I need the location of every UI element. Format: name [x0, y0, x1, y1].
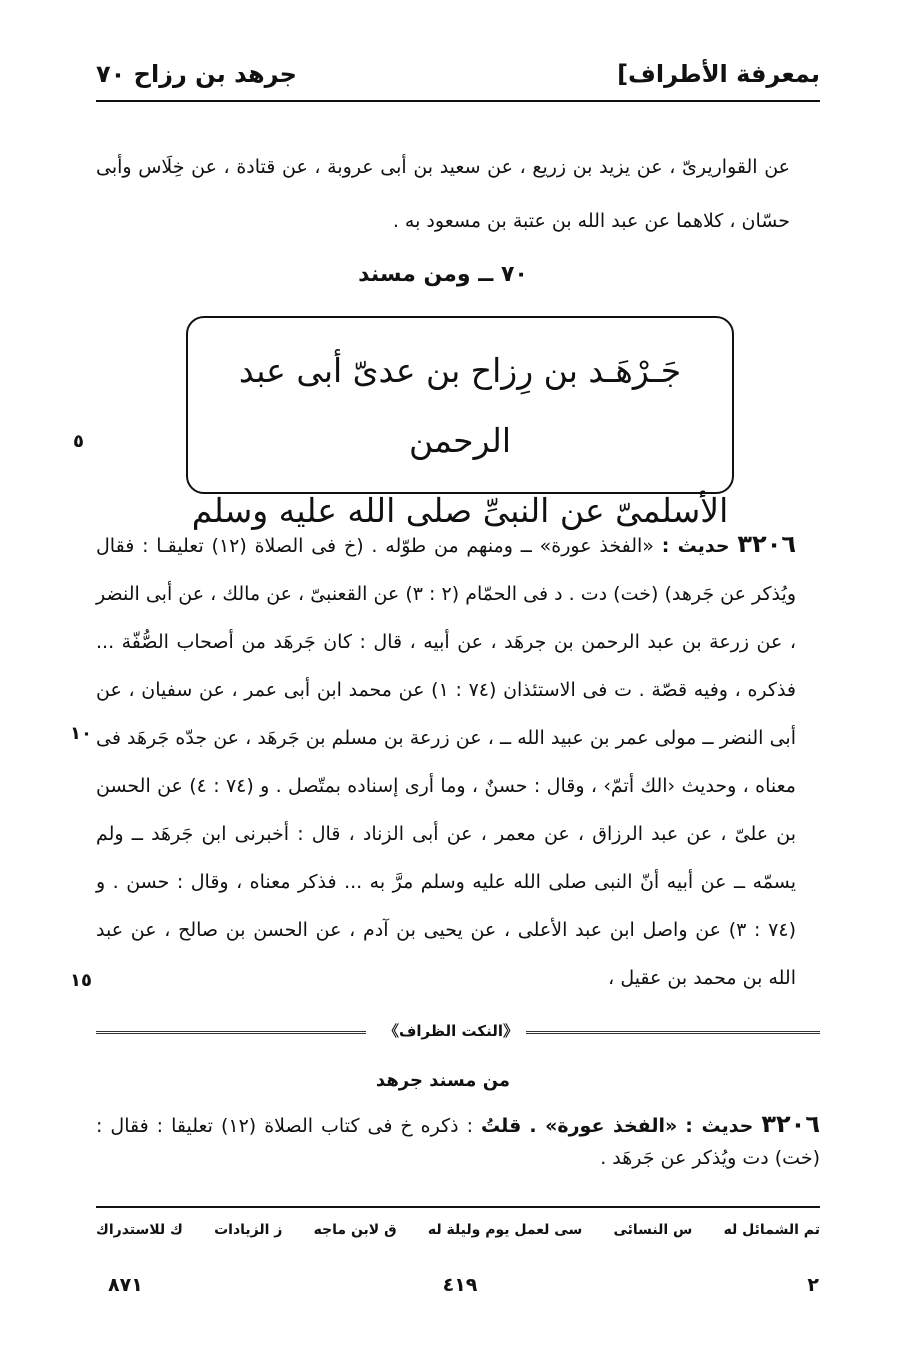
header-section-title: جرهد بن رزاح ٧٠: [96, 60, 297, 88]
musnad-name-box: [186, 316, 734, 530]
box-line-1: جَـرْهَـد بن رِزاح بن عدىّ أبى عبد الرحمن: [238, 351, 682, 460]
hadith-entry: [96, 520, 796, 1002]
divider-label: 《النكت الظراف》: [383, 1022, 518, 1040]
nukat-number: ٣٢٠٦: [761, 1110, 820, 1138]
margin-line-number-15: ١٥: [70, 970, 92, 991]
nukat-qult: قلتُ: [481, 1115, 522, 1137]
abbr-item: سى لعمل يوم وليلة له: [427, 1222, 583, 1238]
abbr-item: س النسائى: [613, 1222, 693, 1238]
nukat-subtitle: من مسند جرهد: [375, 1070, 511, 1091]
hadith-label: حديث :: [661, 535, 730, 557]
hadith-number: ٣٢٠٦: [737, 530, 796, 558]
nukat-text: : ذكره خ فى كتاب الصلاة (١٢) تعليقا : فقال : (خت) دت ويُذكر عن جَرهَد .: [96, 1115, 820, 1169]
hadith-text: «الفخذ عورة» ــ ومنهم من طوّله . (خ فى الصلاة (١٢) تعليقـا : فقال ويُذكر عن جَرهد) (خت) دت . د فى الحمّام (٢ : ٣) عن القعنبىّ ، عن مالك ، عن أبى النضر ، عن زرعة بن عبد الرحمن بن جرهَد ، عن أبيه ، قال : كان جَرهَد من أصحاب الصُّفّة ... فذكره ، وفيه قصّة . ت فى الاستئذان (٧٤ : ١) عن محمد ابن أبى عمر ، عن سفيان ، عن أبى النضر ــ مولى عمر بن عبيد الله ــ ، عن زرعة بن مسلم بن جَرهَد ، عن جدّه جَرهَد فى معناه ، وحديث ‹الك أتمّ› ، وقال : حسنٌ ، وما أرى إسناده بمتّصل . و (٧٤ : ٤) عن الحسن بن علىّ ، عن عبد الرزاق ، عن معمر ، عن أبى الزناد ، قال : أخبرنى ابن جَرهَد ــ ولم يسمّه ــ عن أبيه أنّ النبى صلى الله عليه وسلم مرَّ به ... فذكر معناه ، وقال : حسن . و (٧٤ : ٣) عن واصل ابن عبد الأعلى ، عن يحيى بن آدم ، عن الحسن بن صالح ، عن عبد الله بن محمد بن عقيل ،: [96, 535, 797, 989]
box-line-2: الأسلمىّ عن النبىِّ صلى الله عليه وسلم: [191, 491, 729, 530]
running-header: [96, 52, 820, 102]
margin-line-number-10: ١٠: [70, 723, 92, 744]
nukat-quote: «الفخذ عورة» .: [529, 1115, 678, 1137]
abbr-item: ق لابن ماجه: [313, 1222, 397, 1238]
abbreviations-legend: [96, 1222, 820, 1252]
divider-line-right: [526, 1031, 820, 1034]
abbr-item: ز الزيادات: [214, 1222, 283, 1238]
abbr-item: تم الشمائل له: [723, 1222, 820, 1238]
original-page-number: ٨٧١: [108, 1274, 143, 1296]
page-number: ٤١٩: [442, 1274, 478, 1296]
divider-line-left: [96, 1031, 366, 1034]
intro-paragraph: عن القواريرىّ ، عن يزيد بن زريع ، عن سعيد بن أبى عروبة ، عن قتادة ، عن خِلَاس وأبى حسّان ، كلاهما عن عبد الله بن عتبة بن مسعود به .: [96, 156, 790, 232]
header-rule: [96, 100, 820, 102]
nukat-label: حديث :: [685, 1115, 754, 1137]
header-book-title: بمعرفة الأطراف]: [617, 60, 820, 88]
margin-line-number-5: ٥: [73, 431, 84, 452]
nukat-divider: [96, 1020, 820, 1042]
volume-number: ٢: [807, 1274, 819, 1296]
abbreviations-rule: [96, 1206, 820, 1208]
abbr-item: ك للاستدراك: [96, 1222, 183, 1238]
nukat-entry: [96, 1108, 820, 1174]
section-title: ٧٠ ــ ومن مسند: [358, 262, 528, 287]
